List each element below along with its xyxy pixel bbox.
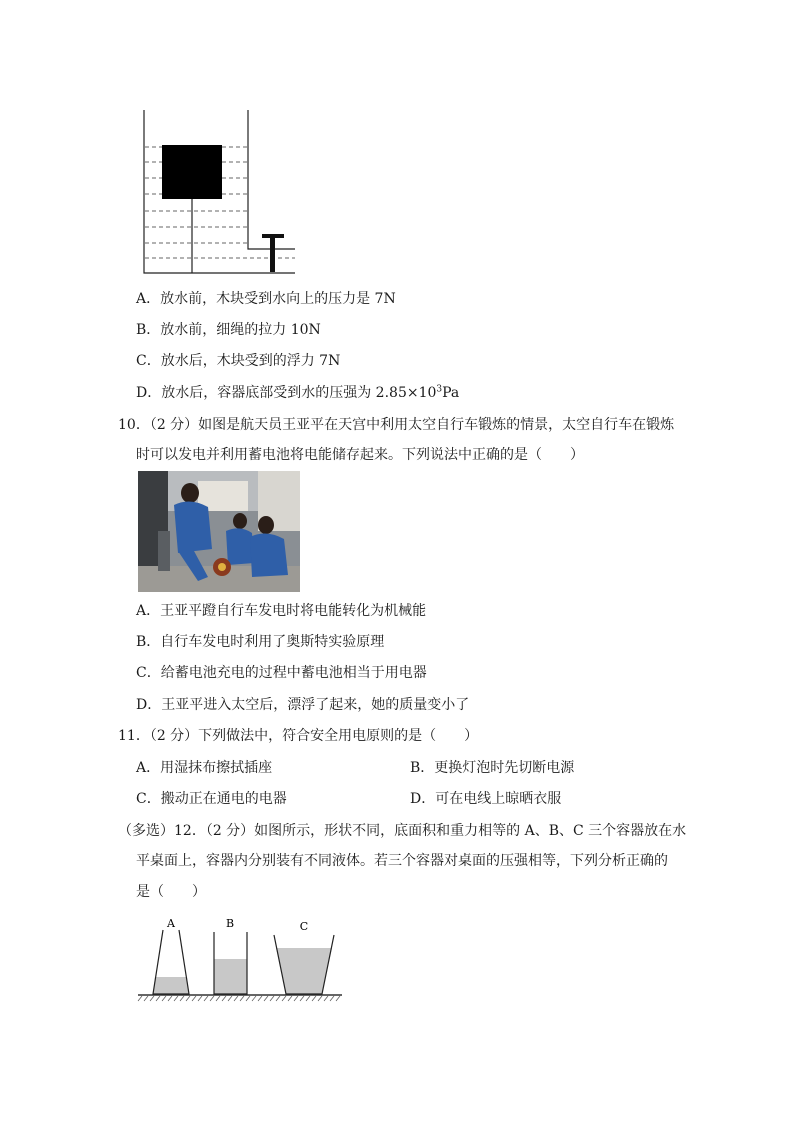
container-b-label: B — [225, 917, 235, 930]
container-c-label: C — [299, 920, 309, 933]
q10-stem-line2: 时可以发电并利用蓄电池将电能储存起来。下列说法中正确的是（ ） — [136, 447, 584, 463]
q11-option-d: D．可在电线上晾晒衣服 — [410, 791, 562, 807]
q10-stem-line1: 10．（2 分）如图是航天员王亚平在天宫中利用太空自行车锻炼的情景，太空自行车在锻炼 — [118, 417, 675, 433]
container-a-label: A — [167, 917, 175, 930]
q10-option-a: A．王亚平蹬自行车发电时将电能转化为机械能 — [136, 603, 427, 619]
q9-option-b: B．放水前，细绳的拉力 10N — [136, 322, 321, 338]
wooden-block — [162, 145, 222, 199]
q11-option-c: C．搬动正在通电的电器 — [136, 791, 287, 807]
q9-option-d: D．放水后，容器底部受到水的压强为 $2.85\times 10^3Pa$ — [136, 384, 460, 401]
q9-container-figure — [130, 100, 310, 280]
q12-stem-line1: （多选）12．（2 分）如图所示，形状不同，底面积和重力相等的 A、B、C 三个容器放在水 — [118, 823, 687, 839]
q10-option-c: C．给蓄电池充电的过程中蓄电池相当于用电器 — [136, 665, 427, 681]
q10-option-d: D．王亚平进入太空后，漂浮了起来，她的质量变小了 — [136, 697, 470, 713]
q11-option-a: A．用湿抹布擦拭插座 — [136, 760, 273, 776]
q11-option-b: B．更换灯泡时先切断电源 — [410, 760, 575, 776]
q12-stem-line3: 是（ ） — [136, 884, 206, 900]
q9-option-a: A．放水前，木块受到水向上的压力是 7N — [136, 291, 396, 307]
astronaut-photo — [138, 471, 300, 592]
container-b-liquid — [214, 959, 247, 994]
q11-stem: 11．（2 分）下列做法中，符合安全用电原则的是（ ） — [118, 728, 479, 744]
q10-option-b: B．自行车发电时利用了奥斯特实验原理 — [136, 634, 385, 650]
q12-stem-line2: 平桌面上，容器内分别装有不同液体。若三个容器对桌面的压强相等，下列分析正确的 — [136, 853, 668, 869]
q9-option-c: C．放水后，木块受到的浮力 7N — [136, 353, 341, 369]
container-a-liquid — [153, 977, 189, 994]
q12-containers-figure — [134, 910, 349, 1005]
